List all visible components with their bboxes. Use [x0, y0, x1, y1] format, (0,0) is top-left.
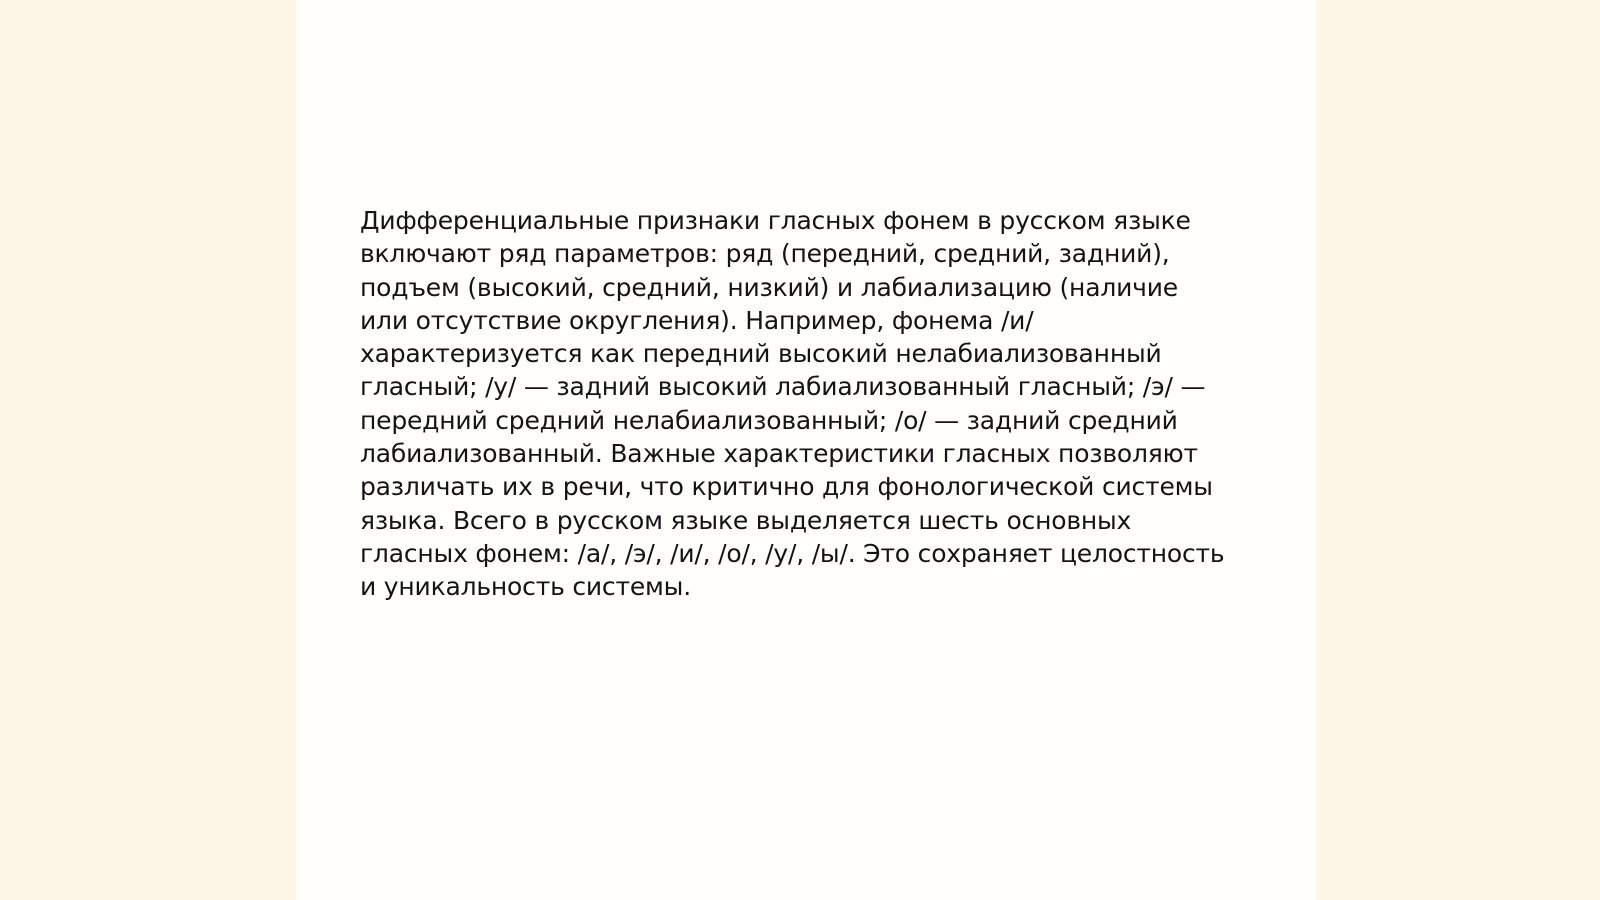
document-page [296, 0, 1316, 900]
body-paragraph: Дифференциальные признаки гласных фонем в русском языке включают ряд параметров: ряд (передний, средний, задний), подъем (высокий, средний, низкий) и лабиализацию (наличие или отсутствие округления). Например, фонема /и/ характеризуется как передний высокий нелабиализованный гласный; /у/ — задний высокий лабиализованный гласный; /э/ — передний средний нелабиализованный; /о/ — задний средний лабиализованный. Важные характеристики гласных позволяют различать их в речи, что критично для фонологической системы языка. Всего в русском языке выделяется шесть основных гласных фонем: /а/, /э/, /и/, /о/, /у/, /ы/. Это сохраняет целостность и уникальность системы. [360, 206, 1225, 602]
